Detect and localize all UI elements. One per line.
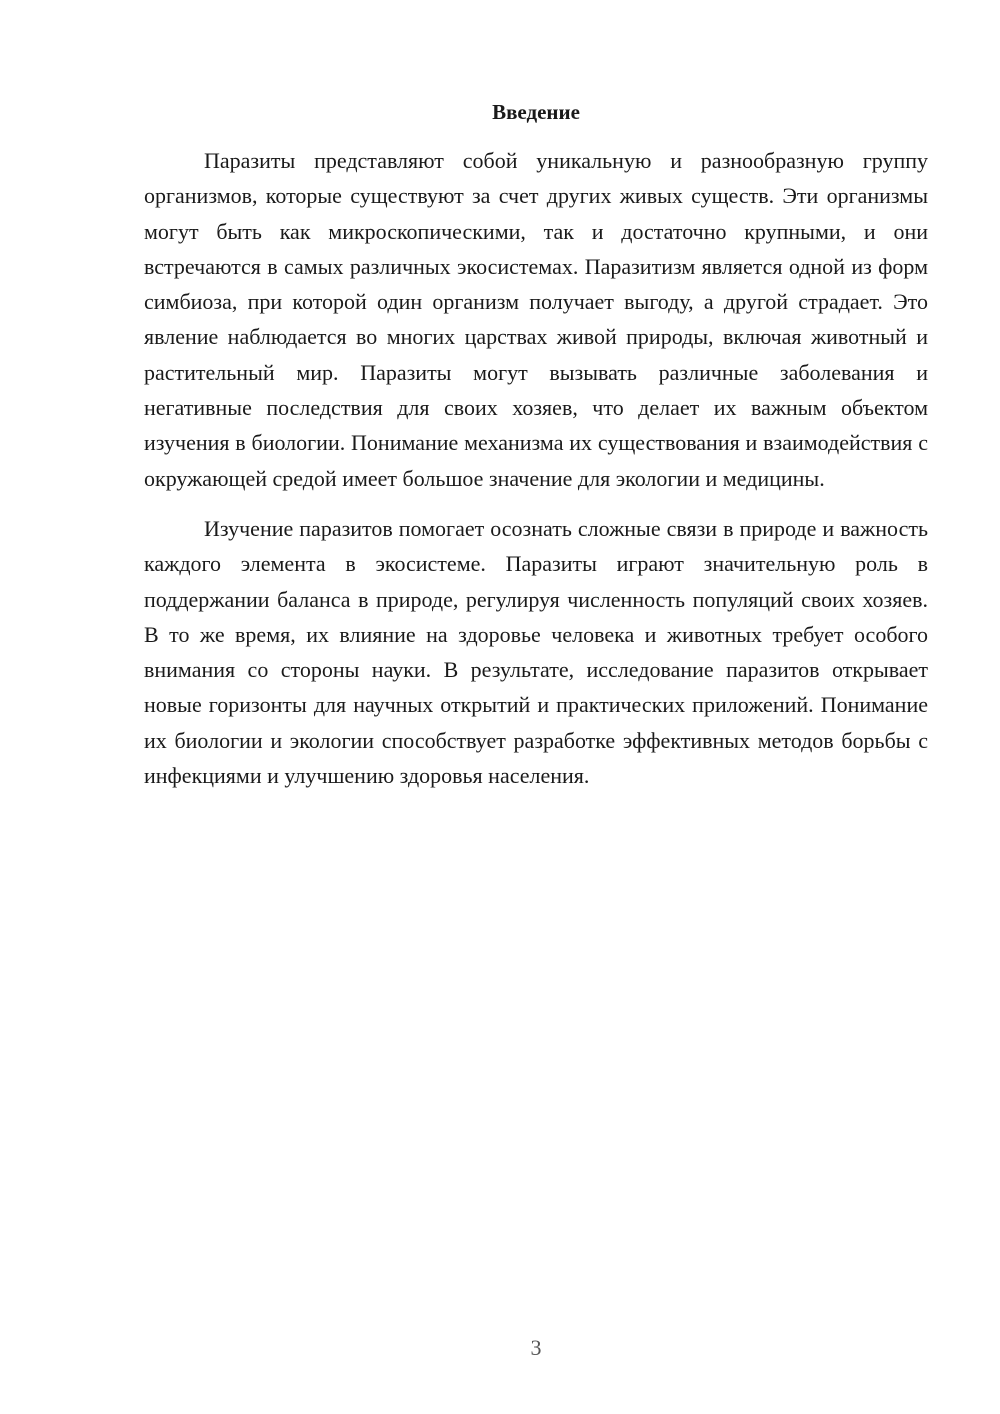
section-heading: Введение <box>492 100 580 124</box>
paragraph-1: Паразиты представляют собой уникальную и разнообразную группу организмов, которые существуют за счет других живых существ. Эти организмы могут быть как микроскопическими, так и достаточно крупными, и они встречаются в самых различных экосистемах. Паразитизм является одной из форм симбиоза, при которой один организм получает выгоду, а другой страдает. Это явление наблюдается во многих царствах живой природы, включая животный и растительный мир. Паразиты могут вызывать различные заболевания и негативные последствия для своих хозяев, что делает их важным объектом изучения в биологии. Понимание механизма их существования и взаимодействия с окружающей средой имеет большое значение для экологии и медицины. <box>144 148 928 491</box>
body-text <box>144 143 928 793</box>
paragraph-2: Изучение паразитов помогает осознать сложные связи в природе и важность каждого элемента в экосистеме. Паразиты играют значительную роль в поддержании баланса в природе, регулируя численность популяций своих хозяев. В то же время, их влияние на здоровье человека и животных требует особого внимания со стороны науки. В результате, исследование паразитов открывает новые горизонты для научных открытий и практических приложений. Понимание их биологии и экологии способствует разработке эффективных методов борьбы с инфекциями и улучшению здоровья населения. <box>144 515 928 789</box>
page-number: 3 <box>530 1335 542 1360</box>
